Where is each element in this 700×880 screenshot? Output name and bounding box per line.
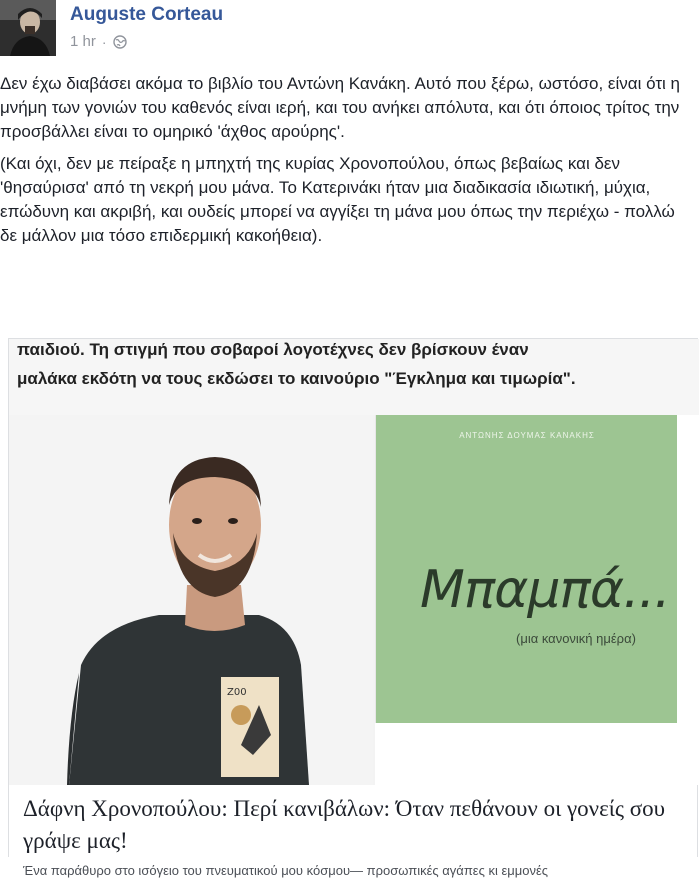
link-preview[interactable] (8, 338, 698, 878)
book-subtitle: (μια κανονική ημέρα) (516, 631, 636, 646)
author-name[interactable]: Auguste Corteau (70, 4, 224, 25)
post-paragraph-2: (Και όχι, δεν με πείραξε η μπηχτή της κυρίας Χρονοπούλου, όπως βεβαίως και δεν 'θησαύρισα' από τη νεκρή μου μάνα. Το Κατερινάκι ήταν μια διαδικασία ιδιωτική, μύχια, επώδυνη και ακριβή, και ουδείς μπορεί να αγγίξει τη μάνα μου όπως την περιέχω - πολλώ δε μάλλον μια τόσο επιδερμική κακοήθεια). (0, 154, 675, 245)
article-excerpt (9, 339, 699, 415)
link-description: Ένα παράθυρο στο ισόγειο του πνευματικού μου κόσμου— προσωπικές αγάπες κι εμμονές (23, 863, 549, 878)
link-title[interactable]: Δάφνη Χρονοπούλου: Περί κανιβάλων: Όταν πεθάνουν οι γονείς σου γράψε μας! (23, 796, 666, 853)
excerpt-line-2: μαλάκα εκδότη να τους εκδώσει το καινούριο "Έγκλημα και τιμωρία". (17, 369, 576, 388)
author-photo (9, 415, 373, 785)
image-edge (677, 415, 699, 785)
book-author: ΑΝΤΩΝΗΣ ΔΟΥΜΑΣ ΚΑΝΑΚΗΣ (459, 431, 595, 440)
post-meta (70, 33, 127, 50)
globe-icon[interactable] (113, 35, 127, 49)
preview-image[interactable] (9, 415, 699, 785)
excerpt-line-1: παιδιού. Τη στιγμή που σοβαροί λογοτέχνες δεν βρίσκουν έναν (17, 340, 529, 359)
book-cover (375, 415, 677, 723)
shirt-print-text: Z00 (227, 687, 247, 698)
post-paragraph-1: Δεν έχω διαβάσει ακόμα το βιβλίο του Αντώνη Κανάκη. Αυτό που ξέρω, ωστόσο, είναι ότι η μνήμη των γονιών του καθενός είναι ιερή, και του ανήκει απόλυτα, και ότι όποιος τρίτος την προσβάλλει είναι το ομηρικό 'άχθος αρούρης'. (0, 74, 680, 141)
meta-separator: · (101, 33, 107, 50)
post-body (0, 72, 700, 256)
image-gap (375, 723, 677, 785)
post-header (0, 0, 700, 68)
book-title: Μπαμπά... (420, 560, 670, 620)
avatar[interactable] (0, 0, 56, 56)
post-timestamp[interactable]: 1 hr (70, 33, 96, 50)
